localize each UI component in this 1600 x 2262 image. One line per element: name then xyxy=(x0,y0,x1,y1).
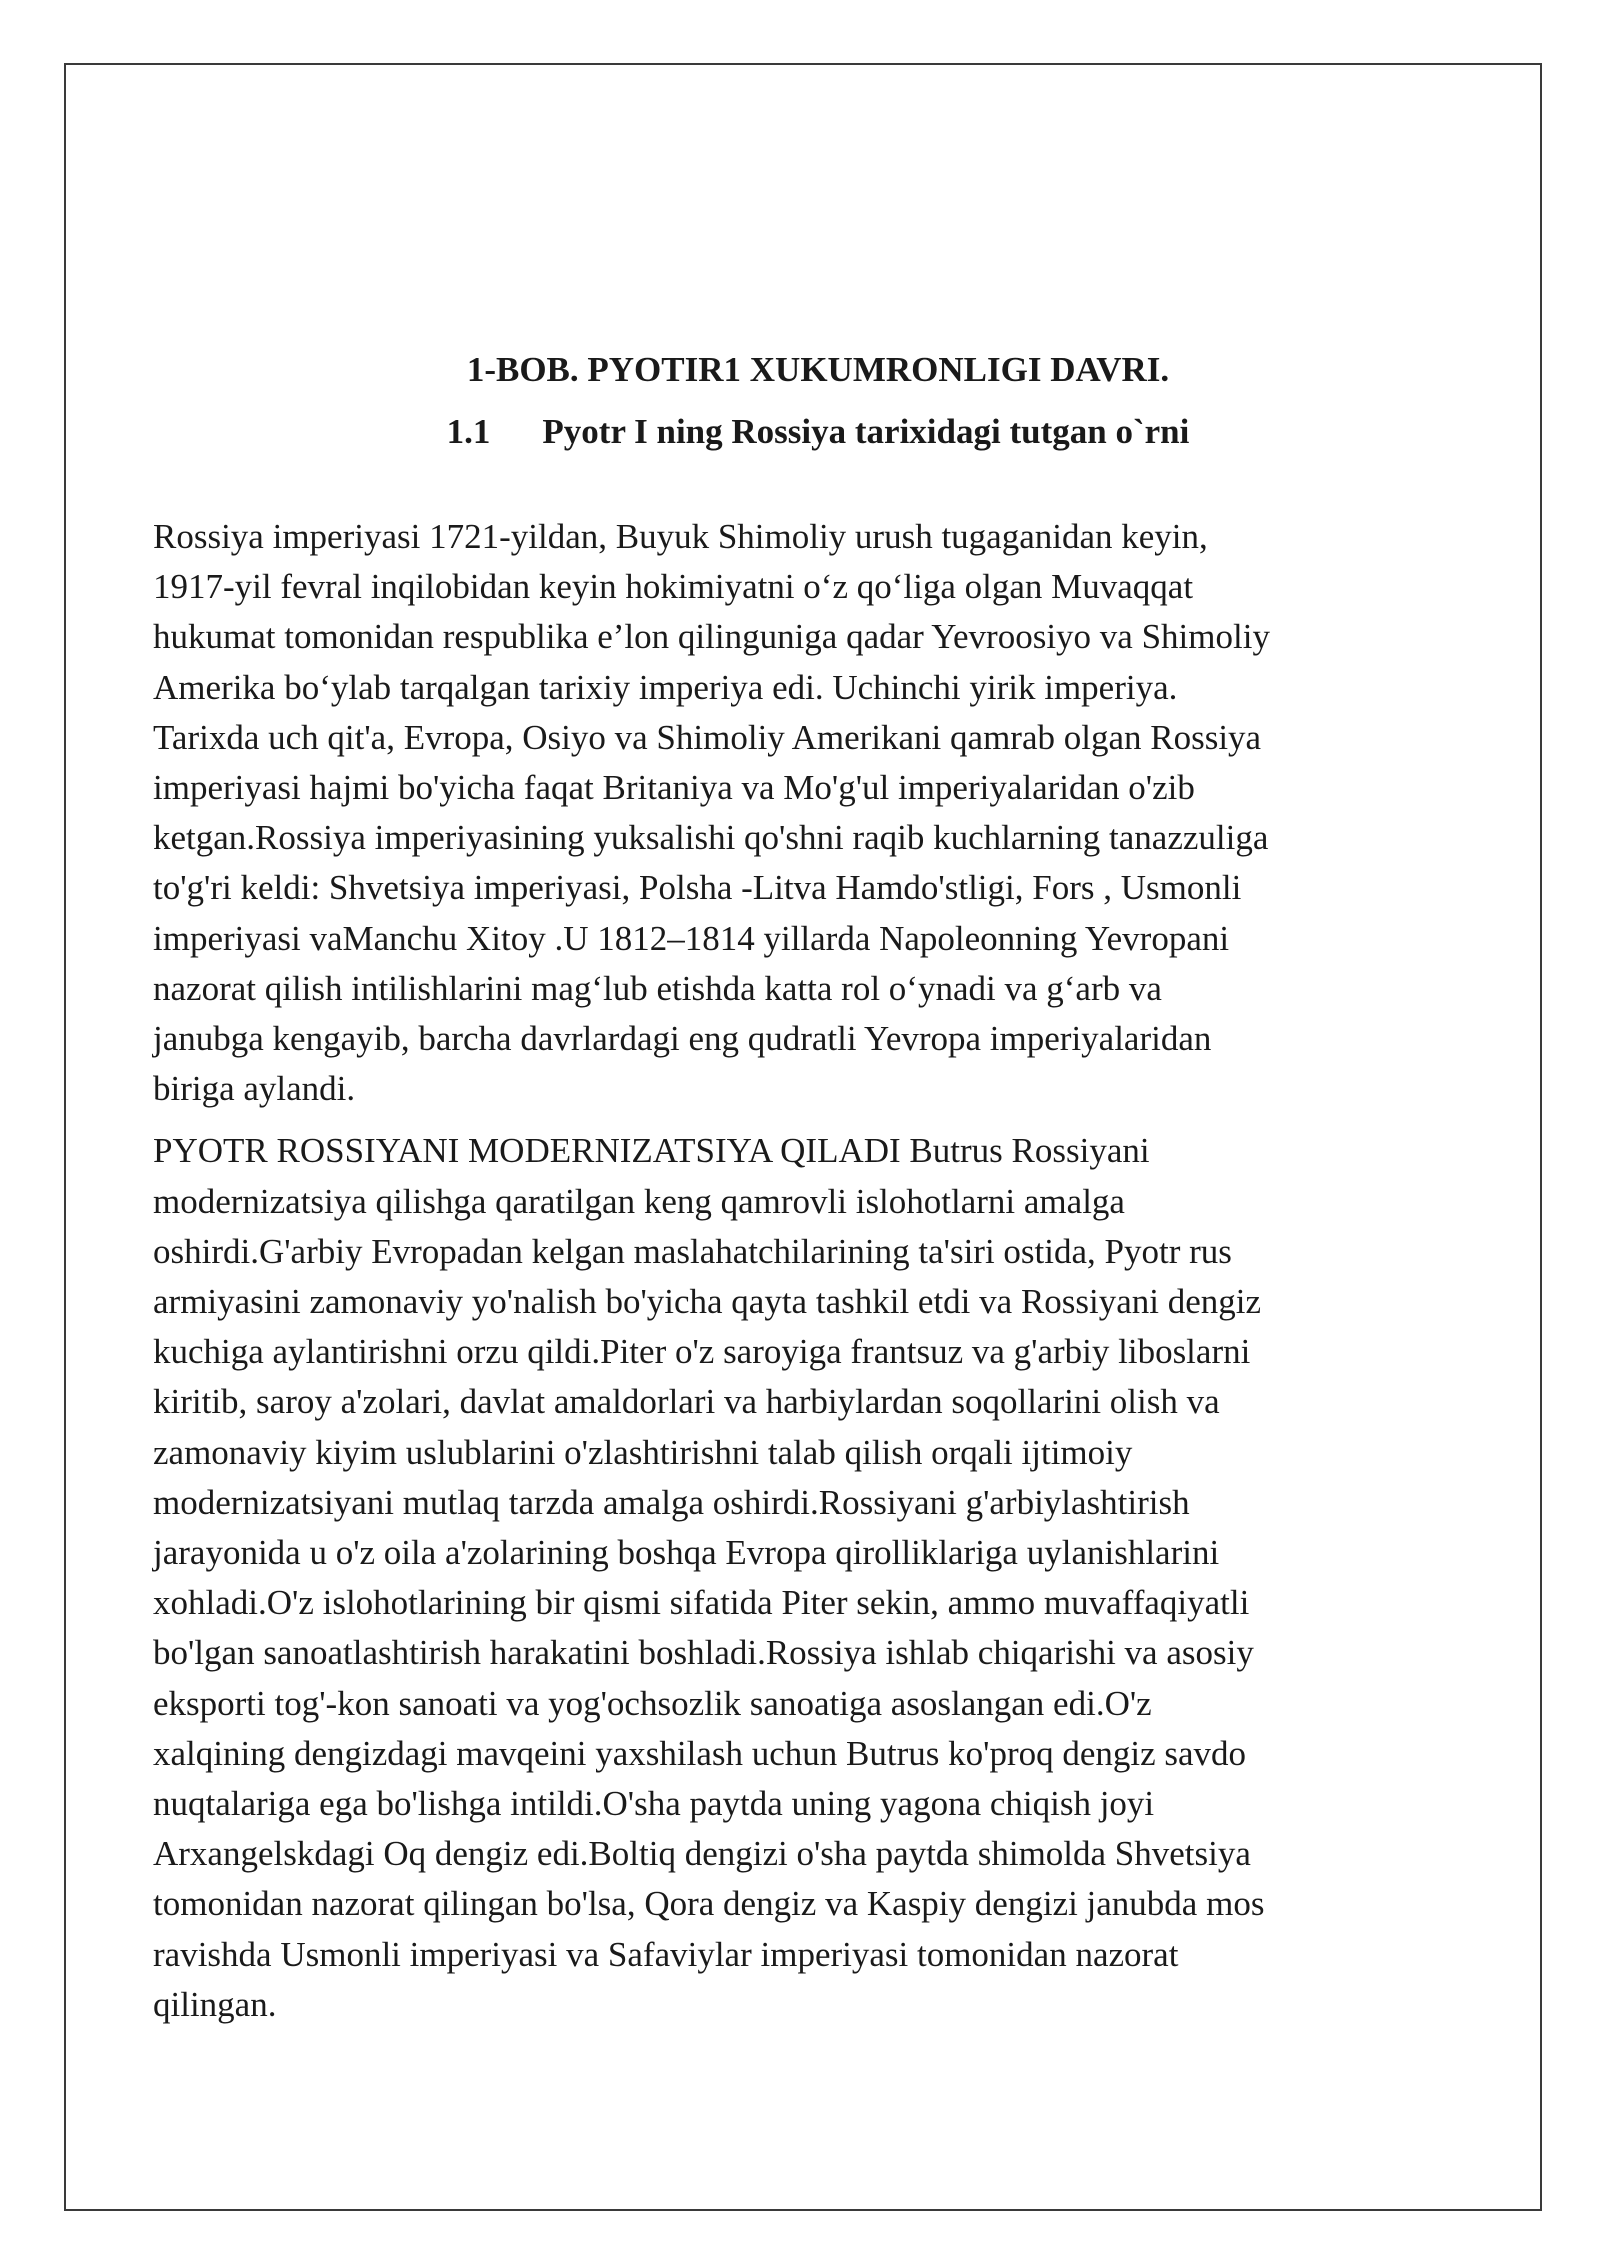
paragraph-2: PYOTR ROSSIYANI MODERNIZATSIYA QILADI Butrus Rossiyani modernizatsiya qilishga qaratilgan keng qamrovli islohotlarni amalga oshirdi.G'arbiy Evropadan kelgan maslahatchilarining ta'siri ostida, Pyotr rus armiyasini zamonaviy yo'nalish bo'yicha qayta tashkil etdi va Rossiyani dengiz kuchiga aylantirishni orzu qildi.Piter o'z saroyiga frantsuz va g'arbiy liboslarni kiritib, saroy a'zolari, davlat amaldorlari va harbiylardan soqollarini olish va zamonaviy kiyim uslublarini o'zlashtirishni talab qilish orqali ijtimoiy modernizatsiyani mutlaq tarzda amalga oshirdi.Rossiyani g'arbiylashtirish jarayonida u o'z oila a'zolarining boshqa Evropa qirolliklariga uylanishlarini xohladi.O'z islohotlarining bir qismi sifatida Piter sekin, ammo muvaffaqiyatli bo'lgan sanoatlashtirish harakatini boshladi.Rossiya ishlab chiqarishi va asosiy eksporti tog'-kon sanoati va yog'ochsozlik sanoatiga asoslangan edi.O'z xalqining dengizdagi mavqeini yaxshilash uchun Butrus ko'proq dengiz savdo nuqtalariga ega bo'lishga intildi.O'sha paytda uning yagona chiqish joyi Arxangelskdagi Oq dengiz edi.Boltiq dengizi o'sha paytda shimolda Shvetsiya tomonidan nazorat qilingan bo'lsa, Qora dengiz va Kaspiy dengizi janubda mos ravishda Usmonli imperiyasi va Safaviylar imperiyasi tomonidan nazorat qilingan. xyxy=(153,1131,1265,2024)
section-heading xyxy=(153,408,1463,456)
section-number: 1.1 xyxy=(446,412,491,451)
chapter-title: 1-BOB. PYOTIR1 XUKUMRONLIGI DAVRI. xyxy=(466,350,1170,389)
paragraph-1: Rossiya imperiyasi 1721-yildan, Buyuk Shimoliy urush tugaganidan keyin, 1917-yil fevral inqilobidan keyin hokimiyatni o‘z qo‘liga olgan Muvaqqat hukumat tomonidan respublika e’lon qilinguniga qadar Yevroosiyo va Shimoliy Amerika bo‘ylab tarqalgan tarixiy imperiya edi. Uchinchi yirik imperiya. Tarixda uch qit'a, Evropa, Osiyo va Shimoliy Amerikani qamrab olgan Rossiya imperiyasi hajmi bo'yicha faqat Britaniya va Mo'g'ul imperiyalaridan o'zib ketgan.Rossiya imperiyasining yuksalishi qo'shni raqib kuchlarning tanazzuliga to'g'ri keldi: Shvetsiya imperiyasi, Polsha -Litva Hamdo'stligi, Fors , Usmonli imperiyasi vaManchu Xitoy .U 1812–1814 yillarda Napoleonning Yevropani nazorat qilish intilishlarini mag‘lub etishda katta rol o‘ynadi va g‘arb va janubga kengayib, barcha davrlardagi eng qudratli Yevropa imperiyalaridan biriga aylandi. xyxy=(153,517,1270,1109)
document-body xyxy=(153,346,1463,2042)
section-title: Pyotr I ning Rossiya tarixidagi tutgan o`rni xyxy=(542,412,1190,451)
